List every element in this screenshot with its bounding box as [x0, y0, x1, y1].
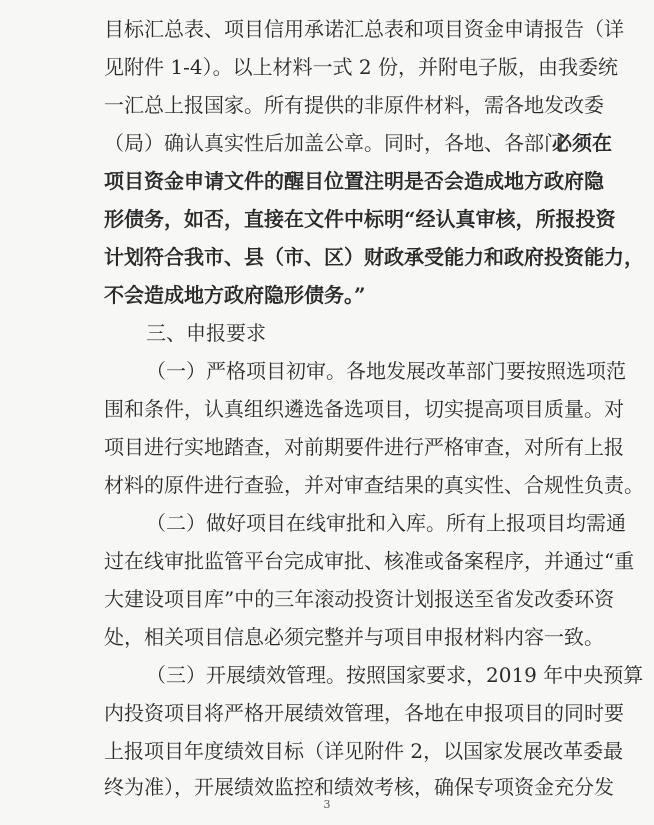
- text-run: 处，相关项目信息必须完整并与项目申报材料内容一致。: [104, 625, 604, 649]
- bold-text-run: 不会造成地方政府隐形债务。”: [104, 283, 366, 307]
- text-line: [0, 90, 654, 120]
- section-heading-text: 三、申报要求: [146, 321, 266, 345]
- text-line: [0, 736, 654, 766]
- text-line: [0, 394, 654, 424]
- text-run: 大建设项目库”中的三年滚动投资计划报送至省发改委环资: [104, 587, 615, 611]
- page-number: 3: [323, 798, 331, 811]
- text-run: 终为准），开展绩效监控和绩效考核，确保专项资金充分发: [104, 775, 614, 799]
- text-line: [0, 660, 654, 690]
- text-run: 见附件 1-4）。以上材料一式 2 份，并附电子版，由我委统: [104, 55, 619, 79]
- text-line: [0, 242, 654, 272]
- text-line: [0, 546, 654, 576]
- text-run: 目标汇总表、项目信用承诺汇总表和项目资金申请报告（详: [104, 17, 624, 41]
- text-line: [0, 584, 654, 614]
- bold-text-run: 计划符合我市、县（市、区）财政承受能力和政府投资能力，: [104, 245, 644, 269]
- text-line: [0, 204, 654, 234]
- text-line: [0, 622, 654, 652]
- text-run: 上报项目年度绩效目标（详见附件 2，以国家发展改革委最: [104, 739, 624, 763]
- text-run: （一）严格项目初审。各地发展改革部门要按照选项范: [146, 359, 626, 383]
- text-line: [0, 774, 654, 800]
- text-line: [0, 698, 654, 728]
- text-run: 项目进行实地踏查，对前期要件进行严格审查，对所有上报: [104, 435, 624, 459]
- text-run: 围和条件，认真组织遴选备选项目，切实提高项目质量。对: [104, 397, 624, 421]
- text-line: [0, 52, 654, 82]
- text-run: （局）确认真实性后加盖公章。同时，各地、各部门: [104, 131, 564, 155]
- bold-text-run: 形债务，如否，直接在文件中标明“经认真审核，所报投资: [104, 207, 616, 231]
- text-run: 内投资项目将严格开展绩效管理，各地在申报项目的同时要: [104, 701, 624, 725]
- text-line: [0, 508, 654, 538]
- text-line: [0, 470, 654, 500]
- text-line: [0, 166, 654, 196]
- text-line: [0, 356, 654, 386]
- text-run: （三）开展绩效管理。按照国家要求，2019 年中央预算: [146, 663, 644, 687]
- section-heading: [0, 318, 654, 348]
- text-line: [0, 280, 654, 310]
- text-line: [0, 14, 654, 44]
- bold-text-run: 必须在: [552, 131, 612, 155]
- text-run: 材料的原件进行查验，并对审查结果的真实性、合规性负责。: [104, 473, 644, 497]
- text-run: 一汇总上报国家。所有提供的非原件材料，需各地发改委: [104, 93, 604, 117]
- text-line: [0, 128, 654, 158]
- text-run: 过在线审批监管平台完成审批、核准或备案程序，并通过“重: [104, 549, 635, 573]
- text-run: （二）做好项目在线审批和入库。所有上报项目均需通: [146, 511, 626, 535]
- text-line: [0, 432, 654, 462]
- bold-text-run: 项目资金申请文件的醒目位置注明是否会造成地方政府隐: [104, 169, 604, 193]
